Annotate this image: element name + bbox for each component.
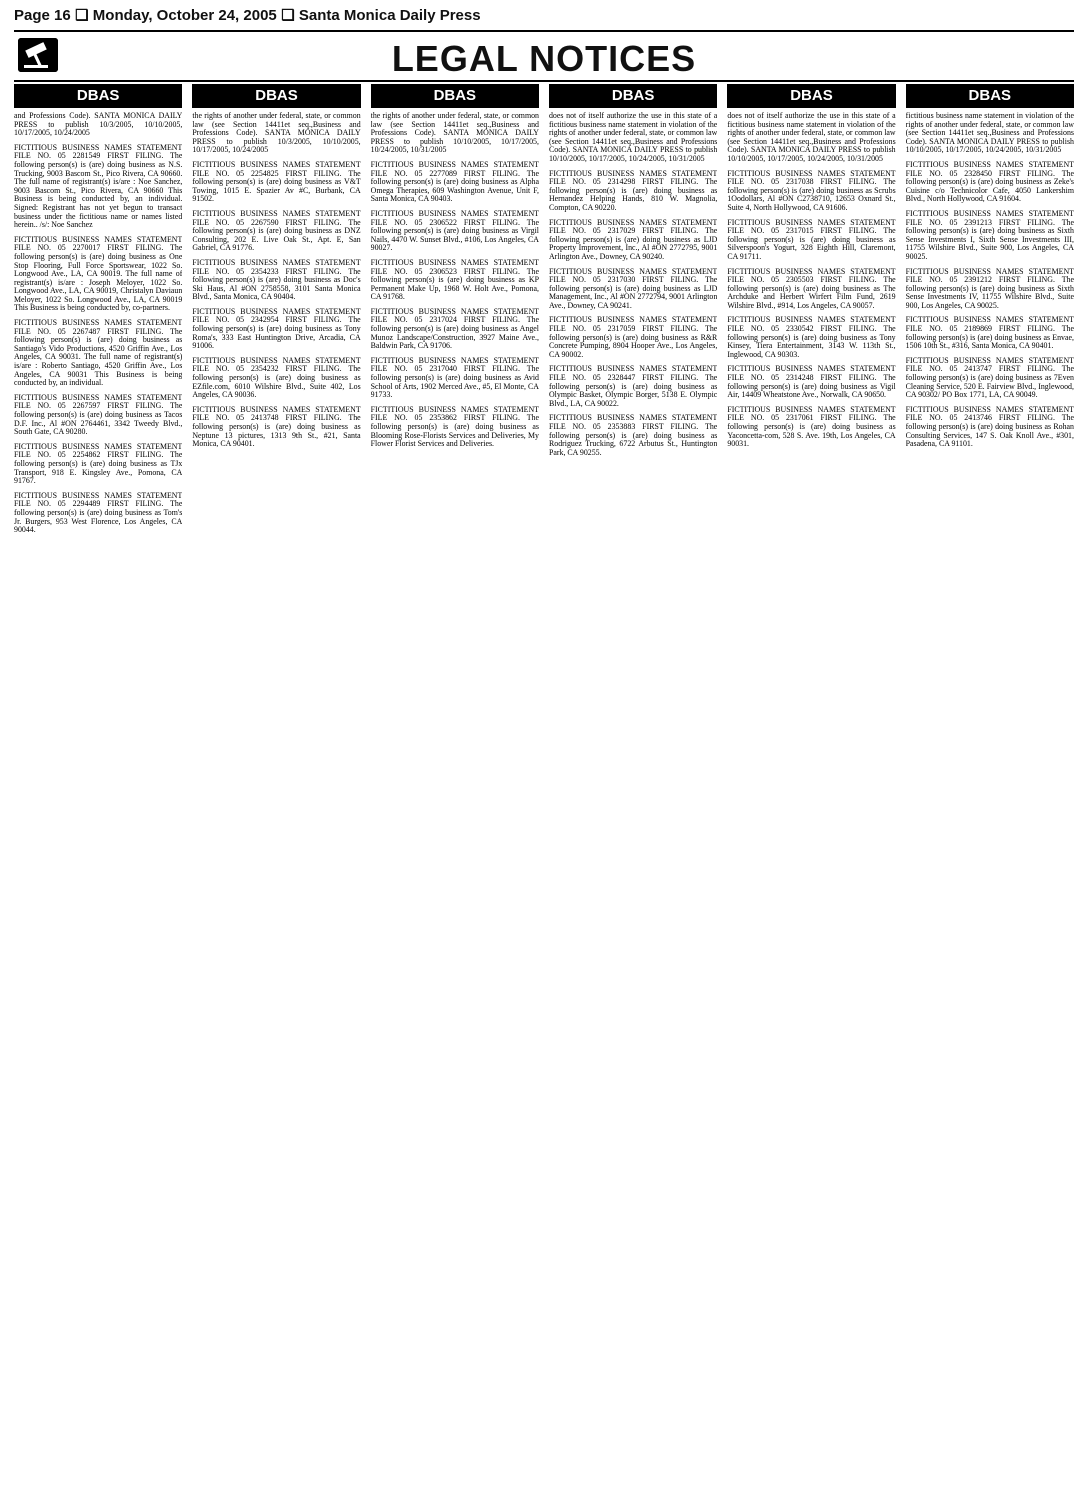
column-heading: DBAS [371,84,539,108]
legal-column [727,84,895,1488]
legal-notice [727,365,895,399]
column-heading: DBAS [727,84,895,108]
legal-notice [906,268,1074,311]
legal-notice [192,259,360,302]
banner-rule [14,80,1074,82]
notice-text: FICTITIOUS BUSINESS NAMES STATEMENT FILE NO. 05 2306523 FIRST FILING. The following person(s) is (are) doing business as KP Permanent Make Up, 1968 W. Holt Ave., Pomona, CA 91768. [370,257,539,302]
notice-text: FICTITIOUS BUSINESS NAMES STATEMENT FILE NO. 05 2413746 FIRST FILING. The following person(s) is (are) doing business as Rohan Consulting Services, 147 S. Oak Knoll Ave., #301, Pasadena, CA 91101. [905,404,1074,449]
legal-notice [549,170,717,213]
notice-text: FICTITIOUS BUSINESS NAMES STATEMENT FILE NO. 05 2330542 FIRST FILING. The following person(s) is (are) doing business as Tony Kinsey, Tiera Entertainment, 3143 W. 113th St., Inglewood, CA 90303. [727,315,896,359]
separator: ❑ [281,7,299,24]
notice-text: FICTITIOUS BUSINESS NAMES STATEMENT FILE NO. 05 2267590 FIRST FILING. The following person(s) is (are) doing business as DNZ Consulting, 202 E. Live Oak St., Apt. E, San Gabriel, CA 91776. [192,208,361,253]
section-banner [14,36,1074,80]
notice-text: FICTITIOUS BUSINESS NAMES STATEMENT FILE NO. 05 2267487 FIRST FILING. The following person(s) is (are) doing business as Santiago's Vido Productions, 4520 Griffin Ave., Los Angeles, CA 90031. The full name of registrant(s) is/are : Roberto Santiago, 4520 Griffin Ave., Los Angeles, CA 90031 This Business is being conducted by, an individual. [14,318,183,388]
column-heading: DBAS [906,84,1074,108]
legal-notice [371,210,539,253]
legal-notice [192,406,360,449]
legal-notice [371,161,539,204]
legal-notice [549,365,717,408]
legal-notice [906,357,1074,400]
header-rule [14,30,1074,32]
legal-notice [727,316,895,359]
notice-text: FICTITIOUS BUSINESS NAMES STATEMENT FILE NO. 05 2328447 FIRST FILING. The following person(s) is (are) doing business as Olympic Basket, Olympic Borger, 5138 E. Olympic Blvd., LA, CA 90022. [548,364,718,408]
notice-text: FICTITIOUS BUSINESS NAMES STATEMENT FILE NO. 05 2317061 FIRST FILING. The following person(s) is (are) doing business as Yaconcetta-com, 528 S. Ave. 19th, Los Angeles, CA 90031. [727,404,896,449]
legal-notice [727,219,895,262]
column-body [192,112,360,455]
notice-text: FICTITIOUS BUSINESS NAMES STATEMENT FILE NO. 05 2254862 FIRST FILING. The following person(s) is (are) doing business as TJx Transport, 918 E. Kingsley Ave., Pomona, CA 91767. [14,441,183,486]
legal-notice [549,112,717,164]
notice-text: FICTITIOUS BUSINESS NAMES STATEMENT FILE NO. 05 2281549 FIRST FILING. The following person(s) is (are) doing business as N.S. Trucking, 9003 Bascom St., Pico Rivera, CA 90660. The full name of registrant(s) is/are : Noe Sanchez, 9003 Bascom St., Pico Rivera, CA 90660 This Business is being conducted by, an individual. Signed: Registrant has not yet begun to transact business under the fictitious name or names listed herein.. /s/: Noe Sanchez [14,142,183,230]
legal-notice [371,259,539,302]
column-body [906,112,1074,455]
column-body [549,112,717,463]
legal-notice [371,112,539,155]
notice-text: and Professions Code). SANTA MONICA DAILY PRESS to publish 10/3/2005, 10/10/2005, 10/17/2005, 10/24/2005 [14,111,183,138]
legal-notice [549,414,717,457]
page-header [14,6,1074,28]
notice-text: fictitious business name statement in violation of the rights of another under federal, state, or common law (see Section 14411et seq.,Business and Professions Code). SANTA MONICA DAILY PRESS to publish 10/10/2005, 10/17/2005, 10/24/2005, 10/31/2005 [905,111,1074,155]
legal-notice [192,308,360,351]
paper-name: Santa Monica Daily Press [298,7,481,24]
notice-text: the rights of another under federal, state, or common law (see Section 14411et seq.,Business and Professions Code). SANTA MONICA DAILY PRESS to publish 10/3/2005, 10/10/2005, 10/17/2005, 10/24/2005 [192,111,361,155]
notice-text: FICTITIOUS BUSINESS NAMES STATEMENT FILE NO. 05 2413748 FIRST FILING. The following person(s) is (are) doing business as Neptune 13 pictures, 1313 9th St., #21, Santa Monica, CA 90401. [192,404,361,449]
legal-notice [14,394,182,437]
notice-text: FICTITIOUS BUSINESS NAMES STATEMENT FILE NO. 05 2353883 FIRST FILING. The following person(s) is (are) doing business as Rodriguez Trucking, 6722 Arbutus St., Huntington Park, CA 90255. [548,413,718,457]
notice-text: FICTITIOUS BUSINESS NAMES STATEMENT FILE NO. 05 2317038 FIRST FILING. The following person(s) is (are) doing business as Scrubs 1Oodollars, Al #ON C2738710, 12653 Oxnard St., Suite 4, North Hollywood, CA 91606. [727,168,896,212]
legal-column [549,84,717,1488]
notice-text: FICTITIOUS BUSINESS NAMES STATEMENT FILE NO. 05 2267597 FIRST FILING. The following person(s) is (are) doing business as Tacos D.F. Inc., Al #ON 2764461, 3342 Tweedy Blvd., South Gate, CA 90280. [14,392,183,437]
legal-notice [549,268,717,311]
column-heading: DBAS [192,84,360,108]
legal-notice [371,357,539,400]
notice-text: FICTITIOUS BUSINESS NAMES STATEMENT FILE NO. 05 2391213 FIRST FILING. The following person(s) is (are) doing business as Sixth Sense Investments I, Sixth Sense Investments III, 11755 Wilshire Blvd., Suite 900, Los Angeles, CA 90025. [905,208,1074,261]
column-body [14,112,182,541]
legal-notice [727,406,895,449]
notice-text: FICTITIOUS BUSINESS NAMES STATEMENT FILE NO. 05 2317029 FIRST FILING. The following person(s) is (are) doing business as LJD Property Improvement, Inc., Al #ON 2772795, 9001 Arlington Ave., Downey, CA 90240. [548,217,718,261]
notice-text: FICTITIOUS BUSINESS NAMES STATEMENT FILE NO. 05 2328450 FIRST FILING. The following person(s) is (are) doing business as Zeke's Cuisine c/o Technicolor Cafe, 4050 Lankershim Blvd., North Hollywood, CA 91604. [905,159,1074,204]
legal-notice [727,170,895,213]
page-number: Page 16 [14,7,71,24]
notice-text: FICTITIOUS BUSINESS NAMES STATEMENT FILE NO. 05 2305503 FIRST FILING. The following person(s) is (are) doing business as The Archduke and Herbert Wirfert Film Fund, 2619 Wilshire Blvd., #914, Los Angeles, CA 90057. [727,266,896,310]
legal-column [14,84,182,1488]
legal-notice [549,219,717,262]
notice-text: FICTITIOUS BUSINESS NAMES STATEMENT FILE NO. 05 2317030 FIRST FILING. The following person(s) is (are) doing business as LJD Management, Inc., Al #ON 2772794, 9001 Arlington Ave., Downey, CA 90241. [548,266,718,310]
notice-text: FICTITIOUS BUSINESS NAMES STATEMENT FILE NO. 05 2277089 FIRST FILING. The following person(s) is (are) doing business as Alpha Omega Therapies, 609 Washington Avenue, Unit F, Santa Monica, CA 90403. [370,159,539,204]
notice-text: FICTITIOUS BUSINESS NAMES STATEMENT FILE NO. 05 2391212 FIRST FILING. The following person(s) is (are) doing business as Sixth Sense Investments IV, 11755 Wilshire Blvd., Suite 900, Los Angeles, CA 90025. [905,266,1074,310]
legal-notice [192,210,360,253]
legal-notice [14,319,182,388]
separator: ❑ [75,7,93,24]
notice-text: FICTITIOUS BUSINESS NAMES STATEMENT FILE NO. 05 2317040 FIRST FILING. The following person(s) is (are) doing business as Avid School of Arts, 1902 Merced Ave., #5, El Monte, CA 91733. [370,355,539,400]
notice-text: FICTITIOUS BUSINESS NAMES STATEMENT FILE NO. 05 2317024 FIRST FILING. The following person(s) is (are) doing business as Angel Munoz Landscape/Construction, 3927 Maine Ave., Baldwin Park, CA 91706. [370,306,539,351]
issue-date: Monday, October 24, 2005 [92,7,277,24]
column-heading: DBAS [549,84,717,108]
legal-notice [371,308,539,351]
notice-text: does not of itself authorize the use in this state of a fictitious business name statement in violation of the rights of another under federal, state, or common law (see Section 14411et seq.,Business and Professions Code). SANTA MONICA DAILY PRESS to publish 10/10/2005, 10/17/2005, 10/24/2005, 10/31/2005 [548,111,718,163]
legal-notice [549,316,717,359]
notice-text: FICTITIOUS BUSINESS NAMES STATEMENT FILE NO. 05 2306522 FIRST FILING. The following person(s) is (are) doing business as Virgil Nails, 4470 W. Sunset Blvd., #106, Los Angeles, CA 90027. [370,208,539,253]
legal-notice [906,161,1074,204]
legal-notice [371,406,539,449]
notice-text: FICTITIOUS BUSINESS NAMES STATEMENT FILE NO. 05 2254825 FIRST FILING. The following person(s) is (are) doing business as V&T Towing, 1015 E. Spazier Av #C, Burbank, CA 91502. [192,159,361,204]
legal-notice [14,112,182,138]
column-body [727,112,895,455]
notice-text: FICTITIOUS BUSINESS NAMES STATEMENT FILE NO. 05 2317015 FIRST FILING. The following person(s) is (are) doing business as Silverspoon's Yogurt, 328 Eighth Hill, Claremont, CA 91711. [727,217,896,261]
legal-notice [906,406,1074,449]
notice-text: the rights of another under federal, state, or common law (see Section 14411et seq.,Business and Professions Code). SANTA MONICA DAILY PRESS to publish 10/10/2005, 10/17/2005, 10/24/2005, 10/31/2005 [370,111,539,155]
legal-notice [14,236,182,313]
notice-text: FICTITIOUS BUSINESS NAMES STATEMENT FILE NO. 05 2354233 FIRST FILING. The following person(s) is (are) doing business as Doc's Ski Haus, Al #ON 2758558, 3101 Santa Monica Blvd., Santa Monica, CA 90404. [192,257,361,302]
legal-notice [192,161,360,204]
legal-notice [14,492,182,535]
notice-text: FICTITIOUS BUSINESS NAMES STATEMENT FILE NO. 05 2317059 FIRST FILING. The following person(s) is (are) doing business as R&R Concrete Pumping, 8904 Hooper Ave., Los Angeles, CA 90002. [548,315,718,359]
section-title: LEGAL NOTICES [391,38,697,79]
legal-notice [906,316,1074,350]
legal-column [371,84,539,1488]
legal-notice [192,112,360,155]
notice-columns [14,84,1074,1488]
notice-text: FICTITIOUS BUSINESS NAMES STATEMENT FILE NO. 05 2314248 FIRST FILING. The following person(s) is (are) doing business as Vigil Air, 14409 Wheatstone Ave., Norwalk, CA 90650. [727,364,896,400]
notice-text: FICTITIOUS BUSINESS NAMES STATEMENT FILE NO. 05 2353862 FIRST FILING. The following person(s) is (are) doing business as Blooming Rose-Florists Services and Deliveries, My Flower Florist Services and Deliveries. [370,404,539,449]
legal-notice [14,144,182,230]
legal-column [192,84,360,1488]
legal-column [906,84,1074,1488]
legal-notice [727,268,895,311]
legal-notice [14,443,182,486]
notice-text: FICTITIOUS BUSINESS NAMES STATEMENT FILE NO. 05 2413747 FIRST FILING. The following person(s) is (are) doing business as 7Even Cleaning Service, 520 E. Fairview Blvd., Inglewood, CA 90302/ PO Box 1771, LA, CA 90049. [905,355,1074,400]
column-body [371,112,539,455]
legal-notice [192,357,360,400]
legal-notice [906,112,1074,155]
column-heading: DBAS [14,84,182,108]
notice-text: FICTITIOUS BUSINESS NAMES STATEMENT FILE NO. 05 2342954 FIRST FILING. The following person(s) is (are) doing business as Tony Roma's, 333 East Huntington Drive, Arcadia, CA 91006. [192,306,361,351]
notice-text: FICTITIOUS BUSINESS NAMES STATEMENT FILE NO. 05 2314298 FIRST FILING. The following person(s) is (are) doing business as Hernandez Helping Hands, 810 W. Magnolia, Compton, CA 90220. [548,168,718,212]
notice-text: does not of itself authorize the use in this state of a fictitious business name statement in violation of the rights of another under federal, state, or common law (see Section 14411et seq.,Business and Professions Code). SANTA MONICA DAILY PRESS to publish 10/10/2005, 10/17/2005, 10/24/2005, 10/31/2005 [727,111,896,163]
notice-text: FICTITIOUS BUSINESS NAMES STATEMENT FILE NO. 05 2354232 FIRST FILING. The following person(s) is (are) doing business as EZfile.com, 6010 Wilshire Blvd., Suite 402, Los Angeles, CA 90036. [192,355,361,400]
notice-text: FICTITIOUS BUSINESS NAMES STATEMENT FILE NO. 05 2294489 FIRST FILING. The following person(s) is (are) doing business as Tom's Jr. Burgers, 953 West Florence, Los Angeles, CA 90044. [14,490,183,535]
notice-text: FICTITIOUS BUSINESS NAMES STATEMENT FILE NO. 05 2189869 FIRST FILING. The following person(s) is (are) doing business as Envae, 1506 10th St., #316, Santa Monica, CA 90401. [905,315,1074,351]
notice-text: FICTITIOUS BUSINESS NAMES STATEMENT FILE NO. 05 2270017 FIRST FILING. The following person(s) is (are) doing business as One Stop Flooring, Full Force Sportswear, 1022 So. Longwood Ave., LA, CA 90019. The full name of registrant(s) is/are : Joseph Meloyer, 1022 So. Longwood Ave., LA, CA 90019, Christalyn Daviaun Meloyer, 1022 So. Longwood Ave., LA, CA 90019 This Business is being conducted by, co-partners. [14,234,183,313]
legal-notice [906,210,1074,262]
legal-notice [727,112,895,164]
